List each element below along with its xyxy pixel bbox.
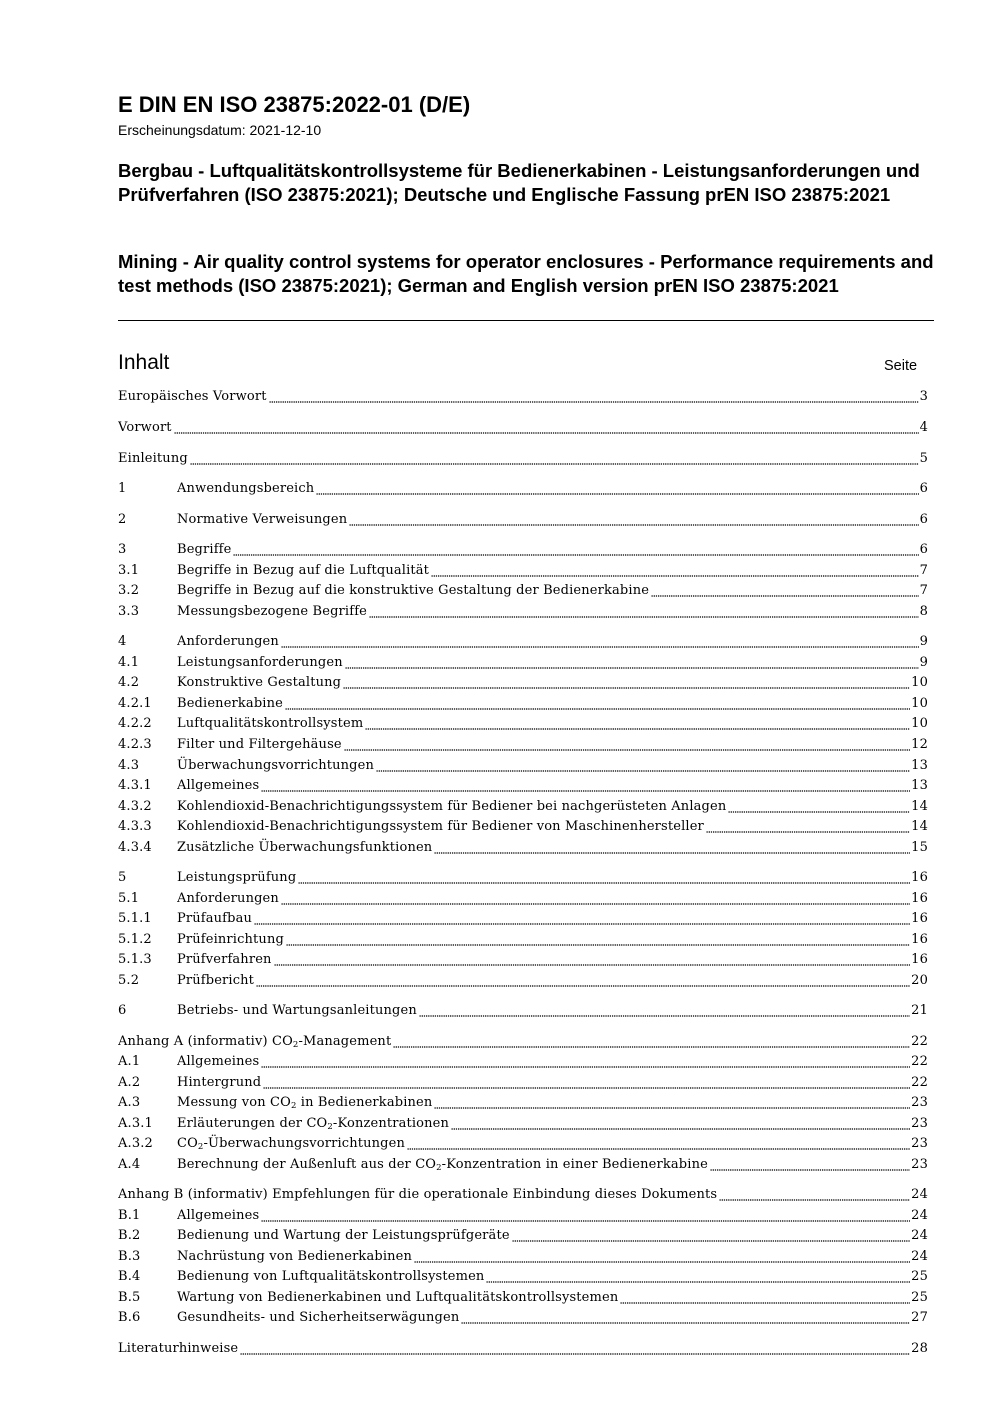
toc-entry-number: 5.2: [118, 973, 140, 988]
toc-dot-leader: [461, 1308, 910, 1328]
toc-entry-page: 16: [911, 911, 928, 926]
title-german: Bergbau - Luftqualitätskontrollsysteme für Bedienerkabinen - Leistungsanforderungen und Prüfverfahren (ISO 23875:2021); Deutsche und Englische Fassung prEN ISO 23875:2021: [118, 160, 920, 205]
toc-entry[interactable]: [118, 756, 928, 776]
toc-entry-title: Begriffe in Bezug auf die Luftqualität: [177, 563, 430, 578]
toc-entry-number: 4.2: [118, 675, 140, 690]
toc-entry-page: 13: [911, 758, 928, 773]
toc-entry-title: Anhang B (informativ) Empfehlungen für die operationale Einbindung dieses Dokuments: [118, 1187, 718, 1202]
toc-dot-leader: [261, 1052, 910, 1072]
toc-entry-title: Wartung von Bedienerkabinen und Luftqualitätskontrollsystemen: [177, 1290, 619, 1305]
toc-entry-title: Gesundheits- und Sicherheitserwägungen: [177, 1310, 460, 1325]
toc-entry[interactable]: [118, 510, 928, 530]
toc-entry-title: Messung von $CO_2$ in Bedienerkabinen: [177, 1095, 433, 1111]
toc-entry[interactable]: [118, 1288, 928, 1308]
toc-entry[interactable]: [118, 971, 928, 991]
toc-entry[interactable]: [118, 1093, 928, 1113]
toc-entry-title: Messungsbezogene Begriffe: [177, 604, 367, 619]
toc-entry[interactable]: [118, 1001, 928, 1021]
toc-dot-leader: [190, 449, 919, 469]
toc-entry-title: Prüfaufbau: [177, 911, 253, 926]
toc-entry-page: 5: [919, 451, 928, 466]
toc-dot-leader: [393, 1032, 910, 1052]
toc-entry-number: 4.2.1: [118, 696, 152, 711]
toc-entry-number: B.6: [118, 1310, 141, 1325]
toc-dot-leader: [233, 540, 918, 560]
toc-entry[interactable]: [118, 479, 928, 499]
toc-entry-number: 4: [118, 634, 127, 649]
toc-entry-title: Allgemeines: [177, 778, 260, 793]
toc-dot-leader: [512, 1226, 910, 1246]
toc-entry-page: 10: [911, 716, 928, 731]
toc-entry-page: 22: [911, 1075, 928, 1090]
toc-entry[interactable]: [118, 1032, 928, 1052]
toc-entry[interactable]: [118, 889, 928, 909]
toc-entry[interactable]: [118, 418, 928, 438]
toc-dot-leader: [431, 561, 919, 581]
toc-entry-number: 3.1: [118, 563, 140, 578]
toc-entry[interactable]: [118, 838, 928, 858]
toc-entry-page: 27: [911, 1310, 928, 1325]
toc-entry-title: Anwendungsbereich: [177, 481, 315, 496]
toc-entry-page: 12: [911, 737, 928, 752]
toc-entry-page: 13: [911, 778, 928, 793]
toc-entry-number: A.2: [118, 1075, 141, 1090]
toc-dot-leader: [345, 653, 919, 673]
toc-entry[interactable]: [118, 950, 928, 970]
title-divider: [118, 320, 934, 321]
toc-entry[interactable]: [118, 1267, 928, 1287]
toc-dot-leader: [486, 1267, 910, 1287]
toc-dot-leader: [710, 1155, 910, 1175]
toc-entry[interactable]: [118, 868, 928, 888]
toc-dot-leader: [365, 714, 910, 734]
toc-entry-number: B.3: [118, 1249, 141, 1264]
toc-dot-leader: [419, 1001, 910, 1021]
toc-entry-number: 4.2.3: [118, 737, 152, 752]
toc-entry-number: A.1: [118, 1054, 141, 1069]
toc-dot-leader: [263, 1073, 910, 1093]
toc-entry-title: Nachrüstung von Bedienerkabinen: [177, 1249, 413, 1264]
toc-entry-number: 4.3.1: [118, 778, 152, 793]
toc-dot-leader: [434, 1093, 910, 1113]
toc-entry-page: 23: [911, 1157, 928, 1172]
toc-entry-page: 28: [911, 1341, 928, 1356]
toc-entry-number: 4.3.4: [118, 840, 152, 855]
toc-entry[interactable]: [118, 387, 928, 407]
document-title: E DIN EN ISO 23875:2022-01 (D/E): [118, 92, 471, 117]
toc-dot-leader: [285, 694, 910, 714]
toc-entry-page: 14: [911, 819, 928, 834]
toc-entry[interactable]: [118, 694, 928, 714]
toc-entry-number: 3: [118, 542, 127, 557]
toc-entry[interactable]: [118, 797, 928, 817]
toc-entry-title: $CO_2$-Überwachungsvorrichtungen: [177, 1136, 405, 1152]
toc-entry-title: Normative Verweisungen: [177, 512, 348, 527]
toc-entry[interactable]: [118, 1052, 928, 1072]
toc-entry-page: 22: [911, 1054, 928, 1069]
toc-heading: Inhalt: [118, 351, 170, 374]
toc-entry-title: Bedienerkabine: [177, 696, 283, 711]
toc-dot-leader: [414, 1247, 910, 1267]
toc-entry-number: 2: [118, 512, 127, 527]
toc-dot-leader: [240, 1339, 910, 1359]
toc-entry-title: Prüfeinrichtung: [177, 932, 284, 947]
toc-entry-page: 22: [911, 1034, 928, 1049]
toc-entry-number: 6: [118, 1003, 127, 1018]
toc-entry-title: Begriffe: [177, 542, 232, 557]
toc-entry[interactable]: [118, 1226, 928, 1246]
toc-entry-title: Allgemeines: [177, 1054, 260, 1069]
toc-dot-leader: [651, 581, 919, 601]
toc-entry-title: Vorwort: [118, 420, 172, 435]
toc-dot-leader: [407, 1134, 910, 1154]
toc-entry-page: 9: [919, 634, 928, 649]
toc-entry-title: Europäisches Vorwort: [118, 389, 267, 404]
toc-entry-page: 15: [911, 840, 928, 855]
toc-dot-leader: [706, 817, 910, 837]
toc-dot-leader: [286, 930, 910, 950]
toc-dot-leader: [261, 1206, 910, 1226]
toc-entry[interactable]: [118, 1308, 928, 1328]
toc-entry-title: Erläuterungen der $CO_2$-Konzentrationen: [177, 1116, 450, 1132]
toc-entry-title: Überwachungsvorrichtungen: [177, 758, 374, 773]
toc-entry-title: Begriffe in Bezug auf die konstruktive Gestaltung der Bedienerkabine: [177, 583, 650, 598]
toc-entry[interactable]: [118, 1155, 928, 1175]
toc-entry[interactable]: [118, 714, 928, 734]
toc-entry-page: 16: [911, 952, 928, 967]
toc-entry-title: Kohlendioxid-Benachrichtigungssystem für Bediener von Maschinenhersteller: [177, 819, 704, 834]
toc-entry-page: 24: [911, 1228, 928, 1243]
toc-entry-page: 7: [919, 583, 928, 598]
toc-entry-title: Prüfverfahren: [177, 952, 272, 967]
toc-entry[interactable]: [118, 540, 928, 560]
toc-dot-leader: [719, 1185, 910, 1205]
toc-entry[interactable]: [118, 602, 928, 622]
toc-entry-number: 5.1.3: [118, 952, 152, 967]
toc-entry[interactable]: [118, 1134, 928, 1154]
toc-dot-leader: [316, 479, 918, 499]
toc-entry-page: 21: [911, 1003, 928, 1018]
toc-dot-leader: [254, 909, 910, 929]
toc-entry-number: 5: [118, 870, 127, 885]
toc-dot-leader: [281, 632, 919, 652]
toc-dot-leader: [343, 673, 910, 693]
toc-entry-page: 16: [911, 932, 928, 947]
issue-date: Erscheinungsdatum: 2021-12-10: [118, 122, 322, 138]
toc-entry[interactable]: [118, 561, 928, 581]
toc-entry-page: 23: [911, 1095, 928, 1110]
toc-entry-page: 23: [911, 1116, 928, 1131]
toc-dot-leader: [256, 971, 910, 991]
toc-entry-page: 16: [911, 870, 928, 885]
toc-dot-leader: [369, 602, 919, 622]
toc-entry[interactable]: [118, 1247, 928, 1267]
toc-entry-page: 20: [911, 973, 928, 988]
toc-entry[interactable]: [118, 1185, 928, 1205]
toc-entry-title: Kohlendioxid-Benachrichtigungssystem für Bediener bei nachgerüsteten Anlagen: [177, 799, 727, 814]
toc-entry-title: Luftqualitätskontrollsystem: [177, 716, 364, 731]
toc-entry-page: 16: [911, 891, 928, 906]
toc-entry-title: Betriebs- und Wartungsanleitungen: [177, 1003, 417, 1018]
toc-entry-number: 3.3: [118, 604, 140, 619]
toc-entry-title: Bedienung von Luftqualitätskontrollsystemen: [177, 1269, 485, 1284]
toc-dot-leader: [376, 756, 910, 776]
toc-page-label: Seite: [884, 358, 918, 374]
toc-entry-page: 6: [919, 512, 928, 527]
toc-entry-page: 23: [911, 1136, 928, 1151]
toc-entry[interactable]: [118, 449, 928, 469]
toc-entry-page: 9: [919, 655, 928, 670]
toc-entry-number: B.1: [118, 1208, 141, 1223]
toc-entry-page: 25: [911, 1269, 928, 1284]
toc-dot-leader: [174, 418, 919, 438]
toc-dot-leader: [298, 868, 910, 888]
toc-entry-number: B.5: [118, 1290, 141, 1305]
toc-entry-page: 24: [911, 1249, 928, 1264]
toc-entry[interactable]: [118, 1073, 928, 1093]
toc-entry[interactable]: [118, 735, 928, 755]
toc-entry-title: Filter und Filtergehäuse: [177, 737, 342, 752]
toc-entry-title: Berechnung der Außenluft aus der $CO_2$-Konzentration in einer Bedienerkabine: [177, 1157, 708, 1173]
toc-entry-title: Hintergrund: [177, 1075, 262, 1090]
toc-entry-number: 5.1.1: [118, 911, 152, 926]
toc-entry-title: Bedienung und Wartung der Leistungsprüfgeräte: [177, 1228, 510, 1243]
toc-dot-leader: [274, 950, 911, 970]
toc-entry-page: 24: [911, 1208, 928, 1223]
toc-entry-page: 10: [911, 696, 928, 711]
toc-entry-number: 5.1.2: [118, 932, 152, 947]
toc-entry[interactable]: [118, 673, 928, 693]
title-english: Mining - Air quality control systems for operator enclosures - Performance requirements and test methods (ISO 23875:2021); German and English version prEN ISO 23875:2021: [118, 251, 934, 296]
toc-entry-title: Anforderungen: [177, 891, 279, 906]
toc-dot-leader: [281, 889, 910, 909]
toc-entry-number: A.3.2: [118, 1136, 153, 1151]
toc-dot-leader: [728, 797, 910, 817]
toc-entry-number: 1: [118, 481, 127, 496]
toc-dot-leader: [620, 1288, 910, 1308]
toc-entry-number: 5.1: [118, 891, 140, 906]
toc-entry-number: 4.1: [118, 655, 140, 670]
toc-entry-number: 4.3.3: [118, 819, 152, 834]
toc-entry-page: 6: [919, 481, 928, 496]
toc-entry-title: Literaturhinweise: [118, 1341, 239, 1356]
toc-entry[interactable]: [118, 1206, 928, 1226]
toc-entry-title: Anforderungen: [177, 634, 279, 649]
toc-entry-title: Allgemeines: [177, 1208, 260, 1223]
toc-entry[interactable]: [118, 1339, 928, 1359]
toc-entry-title: Leistungsanforderungen: [177, 655, 343, 670]
toc-entry[interactable]: [118, 930, 928, 950]
toc-entry-page: 24: [911, 1187, 928, 1202]
toc-entry-number: 4.3.2: [118, 799, 152, 814]
toc-entry-title: Leistungsprüfung: [177, 870, 297, 885]
toc-entry-title: Zusätzliche Überwachungsfunktionen: [177, 840, 433, 855]
toc-entry-page: 6: [919, 542, 928, 557]
toc-entry-number: A.3.1: [118, 1116, 153, 1131]
toc-dot-leader: [261, 776, 910, 796]
toc-entry[interactable]: [118, 1114, 928, 1134]
toc-entry[interactable]: [118, 653, 928, 673]
toc-entry-page: 4: [919, 420, 928, 435]
toc-entry[interactable]: [118, 581, 928, 601]
toc-entry-number: B.2: [118, 1228, 141, 1243]
toc-entry-page: 25: [911, 1290, 928, 1305]
toc-entry-title: Konstruktive Gestaltung: [177, 675, 342, 690]
toc-entry[interactable]: [118, 817, 928, 837]
toc-entry-page: 7: [919, 563, 928, 578]
toc-entry-number: A.4: [118, 1157, 141, 1172]
toc-entry-page: 3: [919, 389, 928, 404]
toc-entry-number: 4.3: [118, 758, 140, 773]
toc-dot-leader: [349, 510, 918, 530]
toc-entry-title: Einleitung: [118, 451, 188, 466]
toc-entry-page: 14: [911, 799, 928, 814]
toc-dot-leader: [434, 838, 910, 858]
toc-entry-number: 4.2.2: [118, 716, 152, 731]
toc-entry-number: A.3: [118, 1095, 141, 1110]
toc-dot-leader: [269, 387, 919, 407]
toc-entry-number: B.4: [118, 1269, 141, 1284]
toc-entry-page: 8: [919, 604, 928, 619]
toc-entry[interactable]: [118, 909, 928, 929]
toc-entry-number: 3.2: [118, 583, 140, 598]
toc-entry-title: Anhang A (informativ) $CO_2$-Management: [118, 1034, 392, 1050]
toc-entry-title: Prüfbericht: [177, 973, 255, 988]
toc-dot-leader: [344, 735, 910, 755]
toc-dot-leader: [451, 1114, 910, 1134]
toc-entry[interactable]: [118, 776, 928, 796]
toc-entry-page: 10: [911, 675, 928, 690]
toc-entry[interactable]: [118, 632, 928, 652]
